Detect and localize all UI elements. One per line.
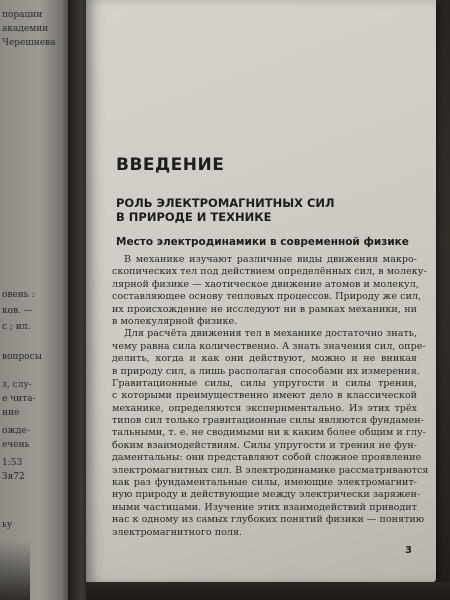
left-page-line: вопросы [2,352,42,362]
text-line: как раз фундаментальные силы, имеющие электромагнит- [112,477,417,489]
text-line: в природу сил, а лишь располагая способами их измерения. [112,365,420,377]
text-line: В механике изучают различные виды движения макро- [124,254,417,265]
text-line: электромагнитных сил. В электродинамике рассматриваются [112,464,429,476]
left-page-line: ьу [2,520,13,530]
left-page-line: с ; ил. [2,322,31,332]
body-text [112,254,429,539]
section-title [116,196,406,224]
left-page-line: Зя72 [2,472,25,482]
subsection-title: Место электродинамики в современной физике [116,236,409,248]
text-line: делить, когда и как они действуют, можно и не вникая [112,353,417,365]
text-line: Гравитационные силы, силы упругости и силы трения, [112,377,417,389]
text-line: тальными, т. е. не сводимыми ни к каким более общим и глу- [112,427,426,439]
text-line: ную природу и действующие между электрически заряжен- [112,489,421,501]
text-line: лярной физике — хаотическое движение атомов и молекул, [112,278,419,290]
text-line: в молекулярной физике. [112,315,238,327]
text-line: составляющее основу тепловых процессов. Природу же сил, [112,291,422,303]
text-line: их происхождение не исследуют ни в рамках механики, ни [112,303,417,315]
text-line: даментальны: они представляют собой сложное проявление [112,452,422,464]
text-line: типов сил только гравитационные силы являются фундамен- [112,415,424,427]
left-page-line: ечень [2,440,30,450]
text-line: боким взаимодействиям. Силы упругости и трения не фун- [112,439,417,451]
left-page-line: ние [2,408,20,418]
previous-page [0,0,72,600]
text-line: с которыми преимущественно имеют дело в классической [112,390,417,402]
table-shadow [86,582,450,600]
left-page-line: 1:53 [2,458,23,468]
book-page [86,0,436,582]
left-page-line: академии [2,24,49,34]
left-page-line: Черешнева [2,38,56,48]
text-line: механике, определяются экспериментально. Из этих трёх [112,402,417,414]
left-page-line: овень : [2,290,35,300]
text-line: Для расчёта движения тел в механике достаточно знать, [124,328,417,340]
left-page-line: ожде- [2,426,30,436]
left-page-line: з, слу- [2,380,32,390]
chapter-title: ВВЕДЕНИЕ [116,155,225,175]
section-title-line: РОЛЬ ЭЛЕКТРОМАГНИТНЫХ СИЛ [116,196,335,210]
page-number: 3 [405,545,412,556]
text-line: электромагнитного поля. [112,526,243,538]
text-line: нас к одному из самых глубоких понятий физики — понятию [112,514,425,526]
left-page-line: порации [2,10,43,20]
text-line: чему равна сила количественно. А знать значения сил, опре- [112,340,426,352]
left-page-shadow [0,540,30,600]
section-title-line: В ПРИРОДЕ И ТЕХНИКЕ [116,210,272,224]
left-page-line: ков. — [2,306,33,316]
text-line: ными частицами. Изучение этих взаимодействий приводит [112,501,417,513]
left-page-line: е чита- [2,394,36,404]
text-line: скопических тел под действием определённых сил, в молеку- [112,266,427,278]
